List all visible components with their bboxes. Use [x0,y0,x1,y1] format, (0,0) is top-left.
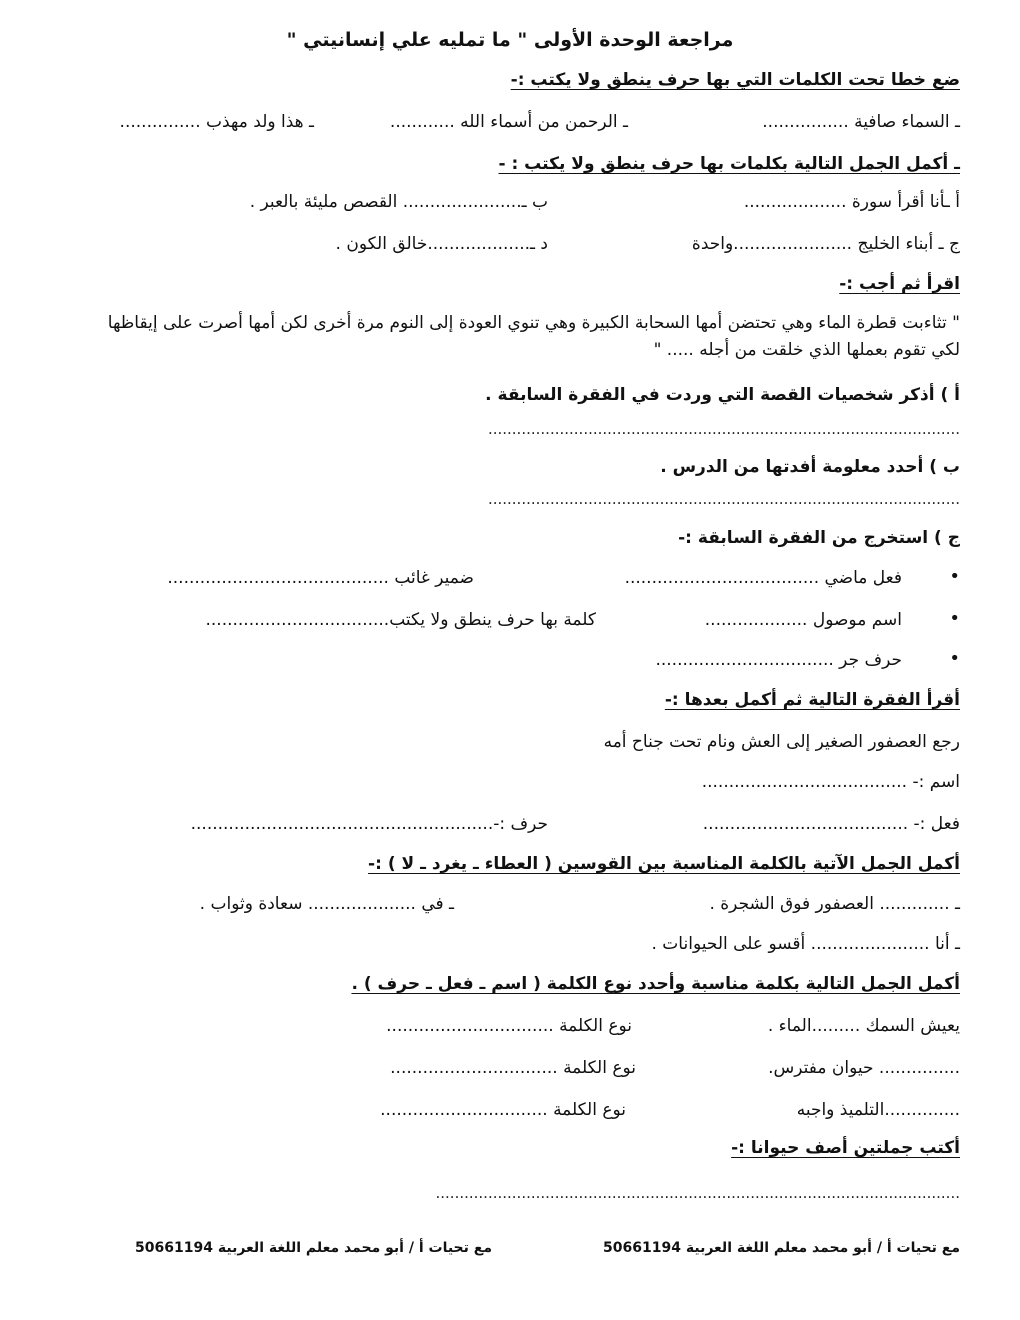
section-heading-complete-sentences: ـ أكمل الجمل التالية بكلمات بها حرف ينطق ولا يكتب : - [498,154,960,174]
s6-row-2-type: نوع الكلمة ............................... [390,1058,636,1078]
reading-passage: " تثاءبت قطرة الماء وهي تحتضن أمها السحابة الكبيرة وهي تنوي العودة إلى النوم مرة أخرى لكن أمها أصرت على إيقاظها لكي تقوم بعملها الذي خلقت من أجله ..... " [107,313,960,360]
s6-row-2-sentence: ............... حيوان مفترس. [768,1058,960,1078]
paragraph-sentence: رجع العصفور الصغير إلى العش ونام تحت جناح أمه [603,732,960,752]
bullet-preposition: حرف جر ................................. [655,650,902,670]
bullet-relative-noun: اسم موصول ................... [704,610,902,630]
s1-item-3: ـ هذا ولد مهذب ............... [119,112,314,132]
bullet-icon: • [949,608,960,629]
footer-credit-right: مع تحيات أ / أبو محمد معلم اللغة العربية 50661194 [603,1240,960,1256]
s5-line-2: ـ أنا ...................... أقسو على الحيوانات . [651,934,960,954]
bullet-silent-letter-word: كلمة بها حرف ينطق ولا يكتب.................................. [205,610,596,630]
section-heading-brackets: أكمل الجمل الآتية بالكلمة المناسبة بين القوسين ( العطاء ـ يغرد ـ لا ) :- [368,854,960,874]
section-heading-read-answer: اقرأ ثم أجب :- [839,274,960,294]
section-heading-underline-silent-letters: ضع خطا تحت الكلمات التي بها حرف ينطق ولا يكتب :- [510,70,960,90]
question-a: أ ) أذكر شخصيات القصة التي وردت في الفقرة السابقة . [485,385,960,405]
s1-item-1: ـ السماء صافية ................ [762,112,960,132]
section-heading-describe-animal: أكتب جملتين أصف حيوانا :- [731,1138,960,1158]
bullet-past-verb: فعل ماضي .................................... [624,568,902,588]
answer-line-b: ................................................................................................... [487,490,960,508]
page-title: مراجعة الوحدة الأولى " ما تمليه علي إنسانيتي " [286,29,734,51]
bullet-icon: • [949,648,960,669]
question-b: ب ) أحدد معلومة أفدتها من الدرس . [660,457,960,477]
s5-line-1a: ـ ............. العصفور فوق الشجرة . [709,894,960,914]
noun-field: اسم :- ...................................... [701,772,960,792]
s6-row-1-type: نوع الكلمة ............................... [386,1016,632,1036]
letter-field: حرف :-........................................................ [190,814,548,834]
answer-line-a: ................................................................................................... [487,420,960,438]
s2-item-a: أ ـأنا أقرأ سورة ................... [743,192,960,212]
s1-item-2: ـ الرحمن من أسماء الله ............ [389,112,628,132]
footer-credit-left: مع تحيات أ / أبو محمد معلم اللغة العربية 50661194 [135,1240,492,1256]
verb-field: فعل :- ...................................... [702,814,960,834]
s2-item-b: ب ـ...................... القصص مليئة بالعبر . [249,192,548,212]
s2-item-d: د ـ...................خالق الكون . [335,234,548,254]
question-c: ج ) استخرج من الفقرة السابقة :- [678,528,960,548]
s6-row-3-sentence: ..............التلميذ واجبه [796,1100,960,1120]
writing-line: .............................................................................................................. [435,1184,960,1202]
s5-line-1b: ـ في .................... سعادة وثواب . [199,894,454,914]
s6-row-1-sentence: يعيش السمك .........الماء . [767,1016,960,1036]
bullet-absent-pronoun: ضمير غائب ......................................... [167,568,474,588]
section-heading-word-type: أكمل الجمل التالية بكلمة مناسبة وأحدد نوع الكلمة ( اسم ـ فعل ـ حرف ) . [351,974,960,994]
s2-item-c: ج ـ أبناء الخليج ......................واحدة [691,234,960,254]
section-heading-read-paragraph: أقرأ الفقرة التالية ثم أكمل بعدها :- [664,690,960,710]
s6-row-3-type: نوع الكلمة ............................... [380,1100,626,1120]
bullet-icon: • [949,566,960,587]
